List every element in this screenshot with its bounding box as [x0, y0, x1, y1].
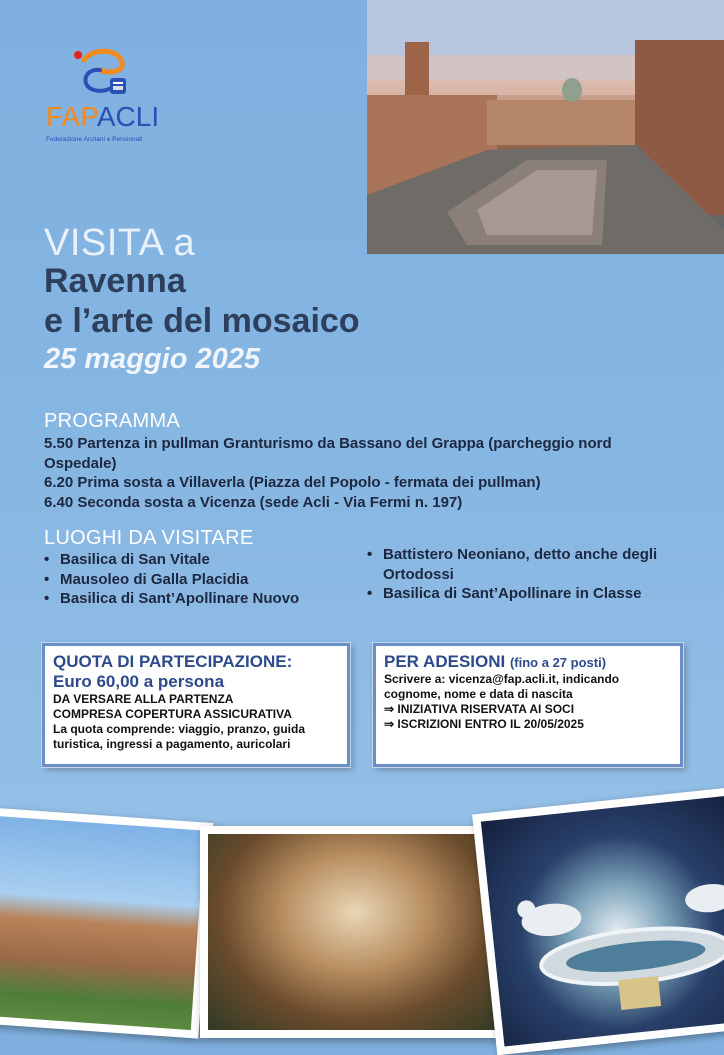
title-mosaic: e l’arte del mosaico — [44, 302, 360, 340]
logo-mark-icon — [70, 46, 130, 102]
adesioni-line-members: ⇒ INIZIATIVA RISERVATA AI SOCI — [384, 702, 575, 716]
adesioni-line-contact: Scrivere a: vicenza@fap.acli.it, indicando cognome, nome e data di nascita — [384, 672, 620, 701]
quota-price: Euro 60,00 a persona — [53, 672, 225, 691]
programma-item: 6.40 Seconda sosta a Vicenza (sede Acli - Via Fermi n. 197) — [44, 493, 463, 511]
fapacli-logo — [40, 40, 180, 150]
piazza-illustration-icon — [367, 0, 724, 254]
quota-box — [42, 643, 350, 767]
mosaic-doves-photo — [472, 787, 724, 1055]
adesioni-header — [384, 652, 672, 672]
luoghi-heading: LUOGHI DA VISITARE — [44, 527, 254, 549]
luoghi-list-right — [367, 545, 687, 604]
logo-text-acli: ACLI — [96, 101, 160, 132]
title-ravenna: Ravenna — [44, 262, 186, 300]
san-vitale-photo — [0, 807, 213, 1038]
crypt-photo — [200, 826, 510, 1038]
piazza-photo — [367, 0, 724, 254]
programma-list — [44, 434, 684, 512]
luogo-item: • Mausoleo di Galla Placidia — [44, 570, 354, 590]
logo-subtitle: Federazione Anziani e Pensionati — [46, 136, 143, 143]
adesioni-heading: PER ADESIONI — [384, 652, 506, 671]
luogo-item: • Basilica di Sant’Apollinare in Classe — [367, 584, 687, 604]
quota-line-payment: DA VERSARE ALLA PARTENZA — [53, 692, 234, 706]
adesioni-line-deadline: ⇒ ISCRIZIONI ENTRO IL 20/05/2025 — [384, 717, 584, 731]
quota-line-insurance: COMPRESA COPERTURA ASSICURATIVA — [53, 707, 292, 721]
logo-wordmark — [46, 102, 159, 132]
luogo-item: • Basilica di Sant’Apollinare Nuovo — [44, 589, 354, 609]
mosaic-doves-image — [481, 796, 724, 1047]
programma-heading: PROGRAMMA — [44, 410, 181, 432]
doves-icon — [481, 796, 724, 1047]
luogo-item: • Battistero Neoniano, detto anche degli Ortodossi — [367, 545, 687, 584]
logo-text-fap: FAP — [46, 101, 97, 132]
luoghi-list-left — [44, 550, 354, 609]
luogo-item: • Basilica di San Vitale — [44, 550, 354, 570]
adesioni-box — [373, 643, 683, 767]
programma-item: 6.20 Prima sosta a Villaverla (Piazza del Popolo - fermata dei pullman) — [44, 474, 541, 491]
adesioni-note: (fino a 27 posti) — [509, 655, 607, 670]
quota-heading: QUOTA DI PARTECIPAZIONE: — [53, 652, 293, 671]
quota-line-includes: La quota comprende: viaggio, pranzo, guida turistica, ingressi a pagamento, auricolari — [53, 722, 306, 751]
san-vitale-image — [0, 816, 205, 1030]
crypt-image — [208, 834, 502, 1030]
event-date: 25 maggio 2025 — [44, 343, 260, 375]
visit-label: VISITA a — [44, 222, 196, 264]
programma-item: 5.50 Partenza in pullman Granturismo da Bassano del Grappa (parcheggio nord Ospedale) — [44, 435, 612, 472]
